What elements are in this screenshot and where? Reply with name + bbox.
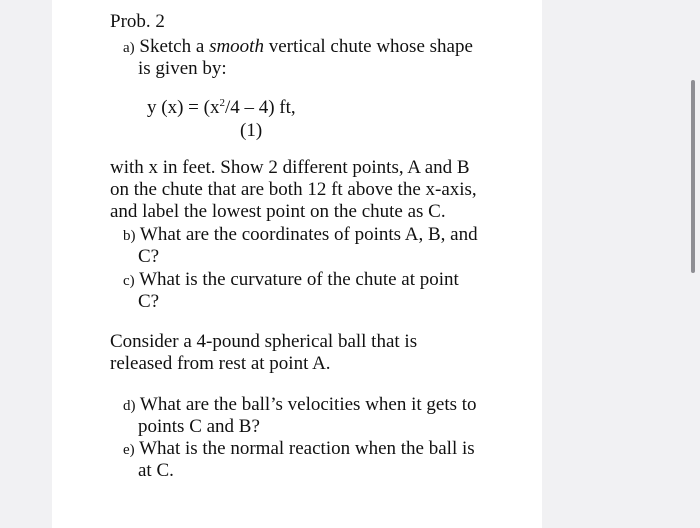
part-c-label: c): [123, 273, 135, 289]
part-e-line-1: [123, 438, 475, 461]
part-d-text: What are the ball’s velocities when it gets to: [139, 394, 477, 415]
part-c-line-2: C?: [138, 291, 160, 312]
consider-line-2: released from rest at point A.: [110, 353, 331, 374]
part-a-text-pre: Sketch a: [139, 36, 210, 57]
part-d-line-1: [123, 394, 477, 417]
vertical-scrollbar[interactable]: [691, 80, 695, 273]
problem-title: Prob. 2: [110, 11, 165, 32]
equation-lhs: y (x) = (x: [147, 97, 220, 118]
part-e-label: e): [123, 442, 135, 458]
part-d-label: d): [123, 398, 136, 414]
part-e-text: What is the normal reaction when the ball is: [139, 438, 475, 459]
equation-exponent: 2: [219, 97, 225, 109]
part-a-line-1: [123, 36, 473, 59]
equation-number: (1): [240, 120, 263, 141]
part-d-line-2: points C and B?: [138, 416, 260, 437]
part-b-line-1: [123, 224, 478, 247]
part-a-line-2: is given by:: [138, 58, 227, 79]
part-c-line-1: [123, 269, 459, 292]
part-e-line-2: at C.: [138, 460, 174, 481]
part-c-text: What is the curvature of the chute at point: [139, 269, 459, 290]
part-a-text-post: vertical chute whose shape: [263, 36, 473, 57]
equation-rhs: /4 – 4) ft,: [224, 97, 296, 118]
intro-line-2: on the chute that are both 12 ft above the x-axis,: [110, 179, 477, 200]
part-b-label: b): [123, 228, 136, 244]
equation: [147, 97, 296, 119]
consider-line-1: Consider a 4-pound spherical ball that is: [110, 331, 418, 352]
part-a-label: a): [123, 40, 135, 56]
intro-line-3: and label the lowest point on the chute as C.: [110, 201, 446, 222]
intro-line-1: with x in feet. Show 2 different points, A and B: [110, 157, 470, 178]
side-margin: [542, 0, 700, 528]
part-b-text: What are the coordinates of points A, B, and: [139, 224, 478, 245]
part-b-line-2: C?: [138, 246, 160, 267]
part-a-text-em: smooth: [209, 36, 264, 57]
